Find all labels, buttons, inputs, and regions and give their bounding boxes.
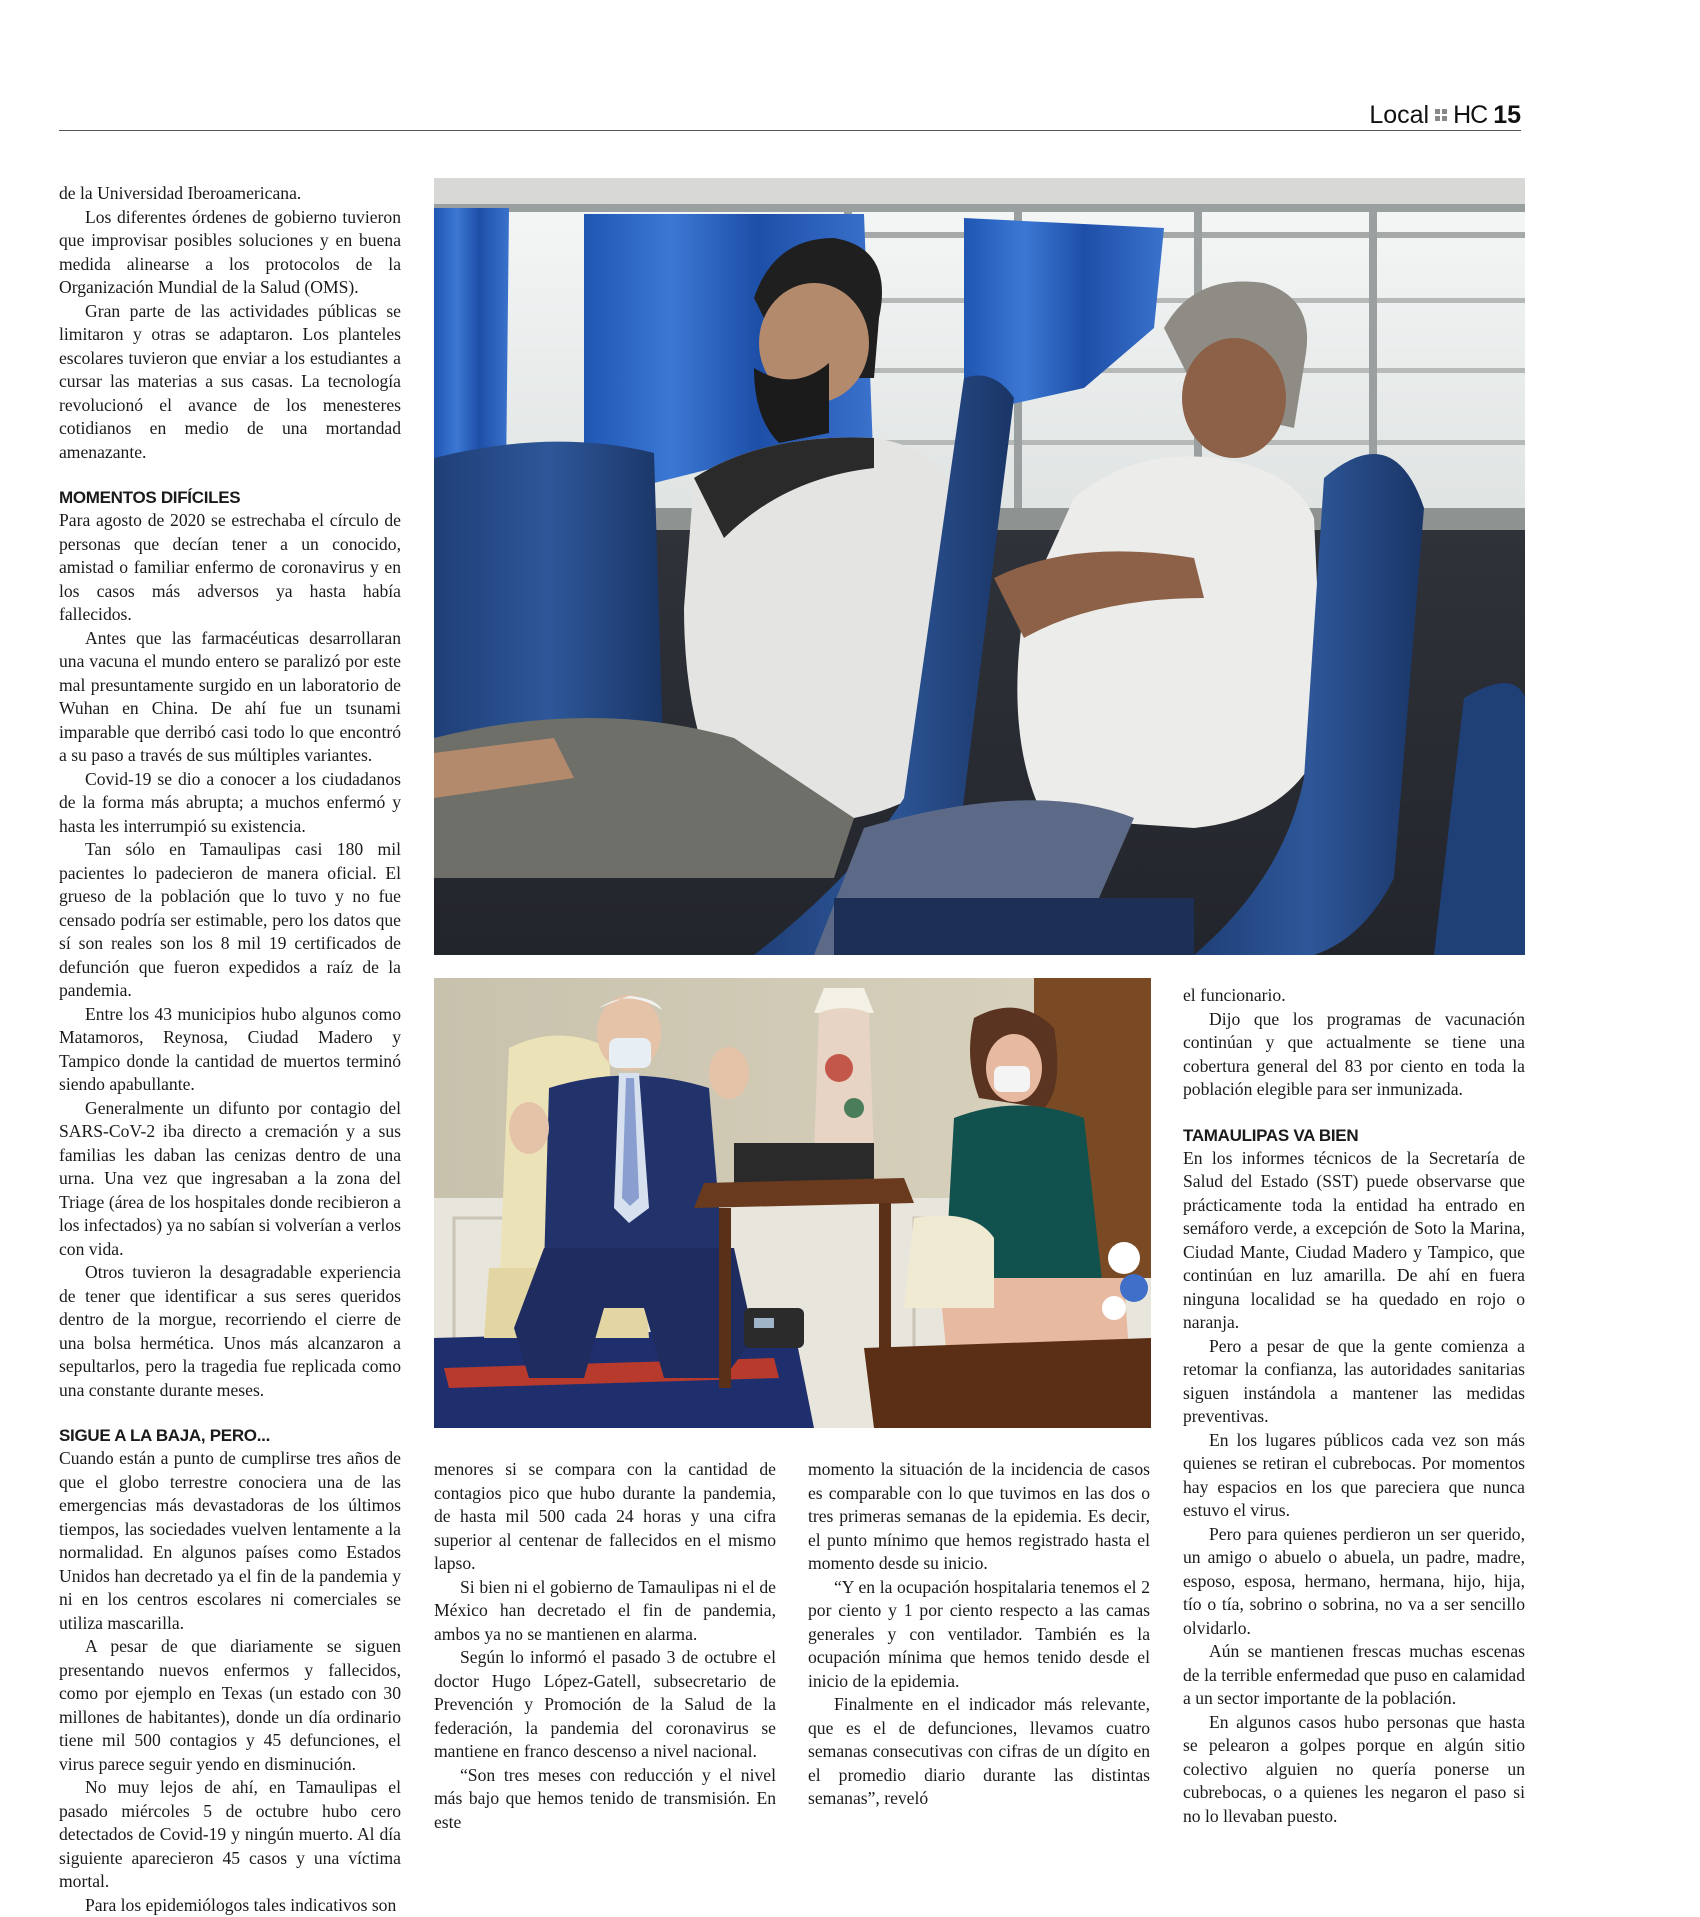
paragraph: Para agosto de 2020 se estrechaba el círculo de personas que decían tener a un conocido, amistad o familiar enfermo de coronavirus y en los casos más adversos ya hasta había fallecidos. xyxy=(59,509,401,627)
section-heading: TAMAULIPAS VA BIEN xyxy=(1183,1124,1525,1147)
paragraph: Otros tuvieron la desagradable experiencia de tener que identificar a sus seres queridos dentro de la morgue, recorriendo el cierre de una bolsa hermética. Unos más alcanzaron a sepultarlos, pero la tragedia fue replicada como una constante durante meses. xyxy=(59,1261,401,1402)
paragraph: En los informes técnicos de la Secretaría de Salud del Estado (SST) puede observarse que prácticamente toda la entidad ha entrado en semáforo verde, a excepción de Soto la Marina, Ciudad Mante, Ciudad Madero y Tampico, que continúan en luz amarilla. De ahí en fuera ninguna localidad se ha quedado en rojo o naranja. xyxy=(1183,1147,1525,1335)
header-folio xyxy=(1369,100,1521,130)
paragraph: Finalmente en el indicador más relevante, que es el de defunciones, llevamos cuatro semanas consecutivas con cifras de un dígito en el promedio diario durante las distintas semanas”, reveló xyxy=(808,1693,1150,1811)
section-heading: MOMENTOS DIFÍCILES xyxy=(59,486,401,509)
column-2 xyxy=(434,1458,776,1834)
paragraph: “Y en la ocupación hospitalaria tenemos el 2 por ciento y 1 por ciento respecto a las camas generales y con ventilador. También es la ocupación mínima que hemos tenido desde el inicio de la epidemia. xyxy=(808,1576,1150,1694)
column-4 xyxy=(1183,984,1525,1828)
paragraph: Generalmente un difunto por contagio del SARS-CoV-2 iba directo a cremación y a sus familias les daban las cenizas dentro de una urna. Una vez que ingresaban a la zona del Triage (área de los hospitales donde recibieron a los infectados) ya no sabían si volverían a verlos con vida. xyxy=(59,1097,401,1262)
paragraph: Si bien ni el gobierno de Tamaulipas ni el de México han decretado el fin de pandemia, ambos ya no se mantienen en alarma. xyxy=(434,1576,776,1647)
paragraph: Covid-19 se dio a conocer a los ciudadanos de la forma más abrupta; a muchos enfermó y hasta les interrumpió su existencia. xyxy=(59,768,401,839)
paragraph: “Son tres meses con reducción y el nivel más bajo que hemos tenido de transmisión. En este xyxy=(434,1764,776,1835)
section-name: Local xyxy=(1369,100,1429,130)
paragraph: En algunos casos hubo personas que hasta se pelearon a golpes porque en algún sitio colectivo alguien no quería ponerse un cubrebocas, o a quienes les negaron el paso si no lo llevaban puesto. xyxy=(1183,1711,1525,1829)
paragraph: momento la situación de la incidencia de casos es comparable con lo que tuvimos en las dos o tres primeras semanas de la epidemia. Es decir, el punto mínimo que hemos registrado hasta el momento desde su inicio. xyxy=(808,1458,1150,1576)
separator-icon xyxy=(1435,109,1447,121)
paragraph: A pesar de que diariamente se siguen presentando nuevos enfermos y fallecidos, como por ejemplo en Texas (un estado con 30 millones de habitantes), donde un día ordinario tiene mil 500 contagios y 45 defunciones, el virus parece seguir yendo en disminución. xyxy=(59,1635,401,1776)
paragraph: Pero a pesar de que la gente comienza a retomar la confianza, las autoridades sanitarias siguen instándola a mantener las medidas preventivas. xyxy=(1183,1335,1525,1429)
paragraph: Pero para quienes perdieron un ser querido, un amigo o abuelo o abuela, un padre, madre, esposo, esposa, hermano, hermana, hijo, hija, tío o tía, sobrino o sobrina, no va a ser sencillo olvidarlo. xyxy=(1183,1523,1525,1641)
paragraph: Dijo que los programas de vacunación continúan y que actualmente se tiene una cobertura general del 83 por ciento en toda la población elegible para ser inmunizada. xyxy=(1183,1008,1525,1102)
paragraph: Tan sólo en Tamaulipas casi 180 mil pacientes lo padecieron de manera oficial. El grueso de la población que lo tuvo y no fue censado podría ser estimable, pero los datos que sí son reales son los 8 mil 19 certificados de defunción que fueron expedidos a raíz de la pandemia. xyxy=(59,838,401,1003)
paragraph: Cuando están a punto de cumplirse tres años de que el globo terrestre conociera una de las emergencias más devastadoras de los últimos tiempos, las sociedades vuelven lentamente a la normalidad. En algunos países como Estados Unidos han decretado ya el fin de la pandemia y ni en los centros escolares ni comerciales se utiliza mascarilla. xyxy=(59,1447,401,1635)
paragraph: Gran parte de las actividades públicas se limitaron y otras se adaptaron. Los planteles escolares tuvieron que enviar a los estudiantes a cursar las materias a sus casas. La tecnología revolucionó el avance de los menesteres cotidianos en medio de una mortandad amenazante. xyxy=(59,300,401,465)
page-header xyxy=(59,100,1521,131)
paragraph: el funcionario. xyxy=(1183,984,1525,1008)
column-3 xyxy=(808,1458,1150,1811)
paragraph: Entre los 43 municipios hubo algunos como Matamoros, Reynosa, Ciudad Madero y Tampico donde la cantidad de muertos terminó siendo apabullante. xyxy=(59,1003,401,1097)
paragraph: Según lo informó el pasado 3 de octubre el doctor Hugo López-Gatell, subsecretario de Prevención y Promoción de la Salud de la federación, la pandemia del coronavirus se mantiene en franco descenso a nivel nacional. xyxy=(434,1646,776,1764)
paragraph: No muy lejos de ahí, en Tamaulipas el pasado miércoles 5 de octubre hubo cero detectados de Covid-19 y ningún muerto. Al día siguiente aparecieron 45 casos y una víctima mortal. xyxy=(59,1776,401,1894)
oval-office-meeting-photo xyxy=(434,978,1151,1428)
paragraph: Aún se mantienen frescas muchas escenas de la terrible enfermedad que puso en calamidad a un sector importante de la población. xyxy=(1183,1640,1525,1711)
paragraph: En los lugares públicos cada vez son más quienes se retiran el cubrebocas. Por momentos hay espacios en los que pareciera que nunca estuvo el virus. xyxy=(1183,1429,1525,1523)
brand-name: HC xyxy=(1453,100,1487,130)
bus-passengers-photo xyxy=(434,178,1525,955)
paragraph: Los diferentes órdenes de gobierno tuvieron que improvisar posibles soluciones y en buena medida alinearse a los protocolos de la Organización Mundial de la Salud (OMS). xyxy=(59,206,401,300)
paragraph: de la Universidad Iberoamericana. xyxy=(59,182,401,206)
paragraph: Para los epidemiólogos tales indicativos son xyxy=(59,1894,401,1917)
page-number: 15 xyxy=(1493,100,1521,130)
paragraph: menores si se compara con la cantidad de contagios pico que hubo durante la pandemia, de hasta mil 500 cada 24 horas y una cifra superior al centenar de fallecidos en el mismo lapso. xyxy=(434,1458,776,1576)
section-heading: SIGUE A LA BAJA, PERO... xyxy=(59,1424,401,1447)
paragraph: Antes que las farmacéuticas desarrollaran una vacuna el mundo entero se paralizó por este mal presuntamente surgido en un laboratorio de Wuhan en China. De ahí fue un tsunami imparable que derribó casi todo lo que encontró a su paso a través de sus múltiples variantes. xyxy=(59,627,401,768)
column-1 xyxy=(59,182,401,1917)
